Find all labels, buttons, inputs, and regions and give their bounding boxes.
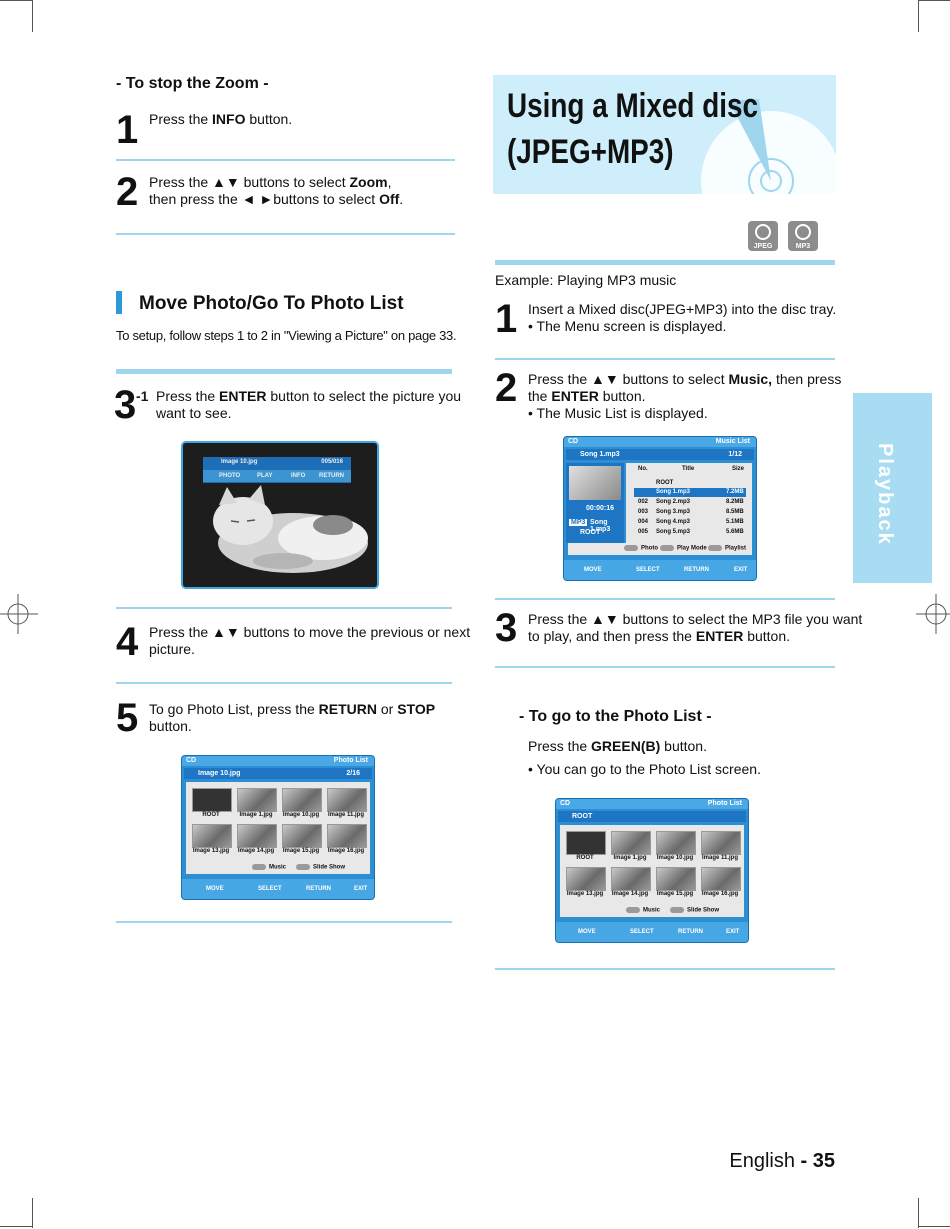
- thumbnail-label: Image 10.jpg: [656, 855, 694, 861]
- crop-mark: [918, 0, 919, 32]
- step-number: 1: [495, 297, 516, 341]
- thumbnail[interactable]: [327, 824, 367, 848]
- play-mode-pill[interactable]: Play Mode: [660, 545, 707, 552]
- footer-exit: EXIT: [354, 886, 368, 892]
- current-folder: ROOT: [572, 813, 593, 820]
- photo-list-screen: [181, 755, 375, 900]
- thumbnail[interactable]: [611, 867, 651, 891]
- step-number: 3: [114, 383, 135, 427]
- footer-move: MOVE: [578, 929, 596, 935]
- footer-select: SELECT: [258, 886, 282, 892]
- crop-mark: [32, 0, 33, 32]
- track-size: 7.2MB: [726, 489, 744, 495]
- footer-select: SELECT: [630, 929, 654, 935]
- thumbnail-label: Image 14.jpg: [237, 848, 275, 854]
- thumbnail[interactable]: [237, 824, 277, 848]
- col-header-no: No.: [638, 466, 648, 472]
- photo-viewer-screen: [181, 441, 379, 589]
- track-title[interactable]: Song 5.mp3: [656, 529, 691, 535]
- track-no: 005: [638, 529, 649, 535]
- file-position: 2/16: [346, 770, 360, 777]
- step-suffix: -1: [136, 388, 149, 404]
- hint-info: INFO: [291, 473, 306, 479]
- section-heading: Move Photo/Go To Photo List: [139, 293, 404, 314]
- track-no: 003: [638, 509, 649, 515]
- slideshow-pill[interactable]: Slide Show: [296, 864, 345, 871]
- screen-source: CD: [560, 800, 571, 807]
- divider: [116, 607, 452, 609]
- divider: [495, 598, 835, 600]
- step-text: Press the ▲▼ buttons to select Music, then press the ENTER button. • The Music List is displayed.: [528, 371, 842, 421]
- page-number: 35: [812, 1150, 835, 1172]
- registration-mark-icon: [912, 594, 950, 634]
- thumbnail-label: Image 13.jpg: [566, 891, 604, 897]
- thumbnail-label: ROOT: [576, 855, 594, 861]
- screen-title: Photo List: [707, 800, 742, 807]
- page-footer: English - 35: [729, 1150, 835, 1172]
- now-playing-panel: [566, 463, 624, 543]
- divider: [495, 358, 835, 360]
- setup-text: To setup, follow steps 1 to 2 in "Viewing a Picture" on page 33.: [116, 328, 457, 343]
- crop-mark: [918, 1198, 919, 1228]
- example-text: Example: Playing MP3 music: [495, 272, 677, 288]
- thumbnail[interactable]: [701, 831, 741, 855]
- playlist-pill[interactable]: Playlist: [708, 545, 746, 552]
- divider: [116, 369, 452, 374]
- screen-source: CD: [568, 438, 579, 445]
- thumbnail-label: Image 11.jpg: [327, 812, 364, 818]
- thumbnail-label: Image 13.jpg: [192, 848, 230, 854]
- track-no: 002: [638, 499, 649, 505]
- stop-zoom-title: - To stop the Zoom -: [116, 75, 269, 92]
- page-title-line2: (JPEG+MP3): [507, 133, 674, 171]
- screen-source: CD: [186, 757, 197, 764]
- photo-list-screen: [555, 798, 749, 943]
- divider: [116, 682, 452, 684]
- track-title[interactable]: ROOT: [656, 480, 674, 486]
- crop-mark: [0, 1226, 32, 1227]
- step-number: 3: [495, 606, 516, 650]
- track-no: 004: [638, 519, 649, 525]
- crop-mark: [918, 1226, 950, 1227]
- footer-language: English: [729, 1150, 795, 1172]
- step-number: 1: [116, 108, 137, 152]
- col-header-size: Size: [732, 466, 745, 472]
- slideshow-pill[interactable]: Slide Show: [670, 907, 719, 914]
- divider: [495, 666, 835, 668]
- selected-file: Song 1.mp3: [580, 451, 620, 458]
- jpeg-disc-icon: JPEG: [748, 221, 778, 251]
- thumbnail-label: Image 1.jpg: [239, 812, 273, 818]
- step-text: Press the GREEN(B) button.: [528, 738, 707, 754]
- track-title[interactable]: Song 2.mp3: [656, 499, 691, 505]
- crop-mark: [0, 0, 32, 1]
- step-number: 2: [116, 170, 137, 214]
- track-title[interactable]: Song 1.mp3: [656, 489, 691, 495]
- step-text: To go Photo List, press the RETURN or STOP button.: [149, 701, 436, 734]
- root-folder: ROOT: [580, 529, 601, 536]
- photo-list-subtitle: - To go to the Photo List -: [519, 708, 712, 725]
- track-table: [626, 463, 752, 543]
- thumbnail-label: Image 11.jpg: [701, 855, 738, 861]
- step-text: Press the ▲▼ buttons to select Zoom, then press the ◄ ►buttons to select Off.: [149, 174, 404, 207]
- footer-return: RETURN: [678, 929, 703, 935]
- footer-exit: EXIT: [726, 929, 740, 935]
- thumbnail[interactable]: [192, 788, 232, 812]
- mp3-disc-icon: MP3: [788, 221, 818, 251]
- step-text: • You can go to the Photo List screen.: [528, 761, 761, 777]
- playback-side-tab: Playback: [853, 393, 932, 583]
- footer-select: SELECT: [636, 567, 660, 573]
- viewer-info-bar: [203, 457, 351, 483]
- thumbnail[interactable]: [327, 788, 367, 812]
- screen-title: Music List: [715, 438, 750, 445]
- crop-mark: [918, 0, 950, 1]
- file-position: 1/12: [728, 451, 742, 458]
- step-text: Insert a Mixed disc(JPEG+MP3) into the disc tray. • The Menu screen is displayed.: [528, 301, 837, 334]
- hint-return: RETURN: [319, 473, 344, 479]
- thumbnail[interactable]: [656, 831, 696, 855]
- hint-play: PLAY: [257, 473, 273, 479]
- step-text: Press the ENTER button to select the picture you want to see.: [156, 388, 462, 421]
- step-number: 5: [116, 696, 137, 740]
- thumbnail[interactable]: [192, 824, 232, 848]
- thumbnail[interactable]: [611, 831, 651, 855]
- thumbnail-label: Image 10.jpg: [282, 812, 320, 818]
- track-size: 8.2MB: [726, 499, 744, 505]
- footer-move: MOVE: [584, 567, 602, 573]
- mp3-tag: MP3: [571, 519, 586, 526]
- track-size: 5.1MB: [726, 519, 744, 525]
- thumbnail-label: Image 14.jpg: [611, 891, 649, 897]
- thumbnail[interactable]: [701, 867, 741, 891]
- col-header-title: Title: [682, 466, 695, 472]
- thumbnail-label: Image 15.jpg: [282, 848, 320, 854]
- thumbnail[interactable]: [237, 788, 277, 812]
- hint-photo: PHOTO: [219, 473, 241, 479]
- thumbnail[interactable]: [656, 867, 696, 891]
- step-text: Press the INFO button.: [149, 111, 293, 127]
- play-time: 00:00:16: [586, 505, 615, 512]
- registration-mark-icon: [0, 594, 40, 634]
- divider: [495, 968, 835, 970]
- step-text: Press the ▲▼ buttons to move the previous or next picture.: [149, 624, 471, 657]
- photo-pill[interactable]: Photo: [624, 545, 658, 552]
- divider: [116, 233, 455, 235]
- thumbnail[interactable]: [282, 824, 322, 848]
- track-size: 8.5MB: [726, 509, 744, 515]
- thumbnail[interactable]: [566, 867, 606, 891]
- footer-move: MOVE: [206, 886, 224, 892]
- image-file-name: Image 10.jpg: [221, 459, 258, 465]
- step-number: 4: [116, 620, 137, 664]
- footer-return: RETURN: [306, 886, 331, 892]
- page-title-line1: Using a Mixed disc: [507, 87, 758, 125]
- thumbnail-label: Image 15.jpg: [656, 891, 694, 897]
- title-banner: [493, 75, 836, 194]
- image-count: 005/016: [321, 459, 343, 465]
- current-track: Song 1.mp3: [590, 519, 611, 533]
- footer-return: RETURN: [684, 567, 709, 573]
- music-list-screen: [563, 436, 757, 581]
- footer-exit: EXIT: [734, 567, 748, 573]
- track-size: 5.6MB: [726, 529, 744, 535]
- thumbnail[interactable]: [566, 831, 606, 855]
- music-pill[interactable]: Music: [626, 907, 660, 914]
- screen-title: Photo List: [333, 757, 368, 764]
- thumbnail-label: ROOT: [202, 812, 220, 818]
- selected-file: Image 10.jpg: [198, 770, 241, 777]
- track-title[interactable]: Song 3.mp3: [656, 509, 691, 515]
- divider: [116, 159, 455, 161]
- thumbnail-label: Image 16.jpg: [327, 848, 365, 854]
- thumbnail-label: Image 16.jpg: [701, 891, 739, 897]
- step-number: 2: [495, 366, 516, 410]
- thumbnail-label: Image 1.jpg: [613, 855, 647, 861]
- step-text: Press the ▲▼ buttons to select the MP3 file you want to play, and then press the ENTER button.: [528, 611, 863, 644]
- section-marker: [116, 291, 122, 314]
- music-pill[interactable]: Music: [252, 864, 286, 871]
- crop-mark: [32, 1198, 33, 1228]
- divider: [116, 921, 452, 923]
- track-title[interactable]: Song 4.mp3: [656, 519, 691, 525]
- divider: [495, 260, 835, 265]
- thumbnail[interactable]: [282, 788, 322, 812]
